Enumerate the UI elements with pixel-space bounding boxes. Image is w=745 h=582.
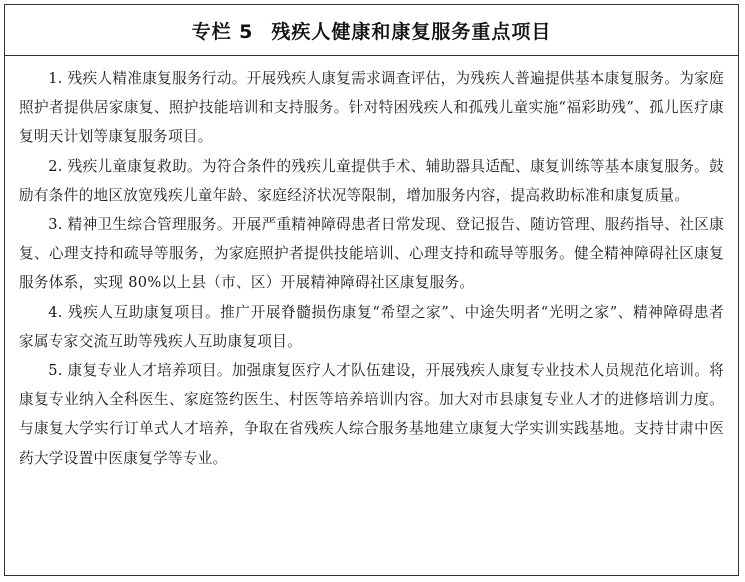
box-title [5, 5, 738, 56]
item-3-head: 3. 精神卫生综合管理服务。 [48, 216, 232, 234]
item-3 [19, 210, 724, 298]
item-1-body: 开展残疾人康复需求调查评估，为残疾人普遍提供基本康复服务。为家庭照护者提供居家康复、照护技能培训和支持服务。针对特困残疾人和孤残儿童实施“福彩助残”、孤儿医疗康复明天计划等康复服务项目。 [19, 70, 724, 146]
item-4 [19, 298, 724, 356]
item-4-head: 4. 残疾人互助康复项目。 [48, 303, 221, 321]
item-5-body: 加强康复医疗人才队伍建设，开展残疾人康复专业技术人员规范化培训。将康复专业纳入全科医生、家庭签约医生、村医等培养培训内容。加大对市县康复专业人才的进修培训力度。与康复大学实行订单式人才培养，争取在省残疾人综合服务基地建立康复大学实训实践基地。支持甘肃中医药大学设置中医康复学等专业。 [19, 362, 725, 467]
item-2-head: 2. 残疾儿童康复救助。 [48, 157, 202, 175]
box-title-label: 专栏 5 [191, 20, 254, 43]
box-content [5, 56, 738, 473]
item-5-head: 5. 康复专业人才培养项目。 [48, 362, 232, 380]
item-5 [19, 356, 724, 473]
item-2-body: 为符合条件的残疾儿童提供手术、辅助器具适配、康复训练等基本康复服务。鼓励有条件的地区放宽残疾儿童年龄、家庭经济状况等限制，增加服务内容，提高救助标准和康复质量。 [19, 157, 724, 204]
box-title-text: 残疾人健康和康复服务重点项目 [271, 20, 552, 43]
item-3-body: 开展严重精神障碍患者日常发现、登记报告、随访管理、服药指导、社区康复、心理支持和疏导等服务，为家庭照护者提供技能培训、心理支持和疏导等服务。健全精神障碍社区康复服务体系，实现 80%以上县（市、区）开展精神障碍社区康复服务。 [19, 216, 725, 292]
item-1 [19, 64, 724, 152]
item-4-body: 推广开展脊髓损伤康复“希望之家”、中途失明者“光明之家”、精神障碍患者家属专家交流互助等残疾人互助康复项目。 [19, 303, 724, 350]
item-2 [19, 152, 724, 210]
project-box [4, 4, 739, 576]
item-1-head: 1. 残疾人精准康复服务行动。 [48, 70, 247, 87]
